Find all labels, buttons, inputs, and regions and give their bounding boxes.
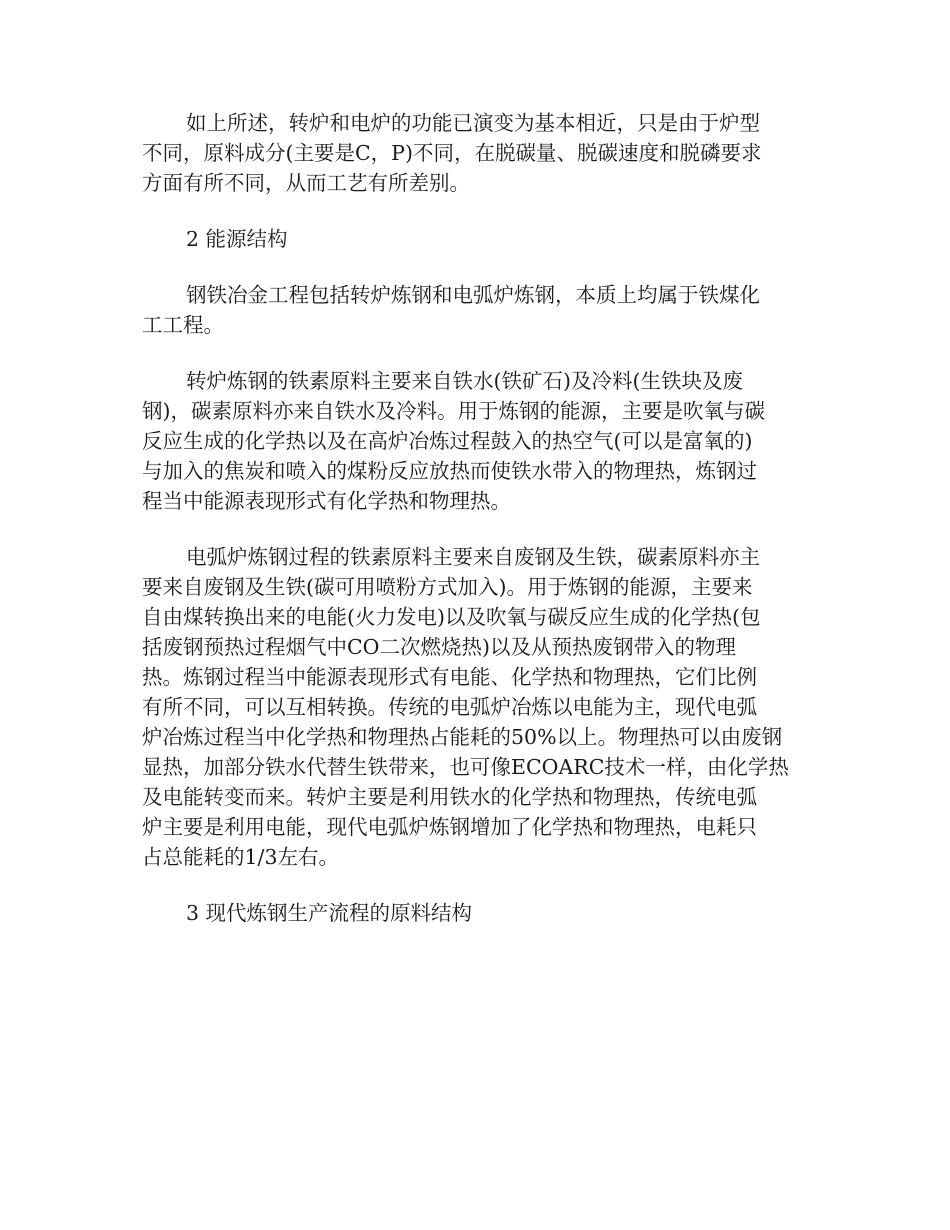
heading-text: 3 现代炼钢生产流程的原料结构 — [186, 901, 473, 925]
text-line: 炉冶炼过程当中化学热和物理热占能耗的50%以上。物理热可以由废钢 — [142, 725, 783, 749]
text-line: 热。炼钢过程当中能源表现形式有电能、化学热和物理热，它们比例 — [142, 665, 757, 689]
text-line: 方面有所不同，从而工艺有所差别。 — [142, 171, 470, 195]
text-line: 炉主要是利用电能，现代电弧炉炼钢增加了化学热和物理热，电耗只 — [142, 815, 757, 839]
paragraph-converter-steelmaking — [142, 366, 812, 516]
text-line: 工工程。 — [142, 313, 224, 337]
heading-text: 2 能源结构 — [186, 227, 288, 251]
section-heading-energy-structure — [142, 224, 812, 254]
text-line: 反应生成的化学热以及在高炉冶炼过程鼓入的热空气(可以是富氧的) — [142, 429, 753, 453]
text-line: 显热，加部分铁水代替生铁带来，也可像ECOARC技术一样，由化学热 — [142, 755, 789, 779]
document-body — [142, 108, 812, 928]
text-line: 不同，原料成分(主要是C，P)不同，在脱碳量、脱碳速度和脱磷要求 — [142, 141, 762, 165]
text-line: 自由煤转换出来的电能(火力发电)以及吹氧与碳反应生成的化学热(包 — [142, 605, 761, 629]
paragraph-electric-arc-furnace — [142, 542, 812, 872]
text-line: 有所不同，可以互相转换。传统的电弧炉冶炼以电能为主，现代电弧 — [142, 695, 757, 719]
section-heading-raw-material-structure — [142, 898, 812, 928]
text-line: 占总能耗的1/3左右。 — [142, 845, 339, 869]
text-line: 要来自废钢及生铁(碳可用喷粉方式加入)。用于炼钢的能源，主要来 — [142, 575, 753, 599]
text-line: 程当中能源表现形式有化学热和物理热。 — [142, 489, 511, 513]
text-line: 钢)，碳素原料亦来自铁水及冷料。用于炼钢的能源，主要是吹氧与碳 — [142, 399, 765, 423]
text-line: 钢铁冶金工程包括转炉炼钢和电弧炉炼钢，本质上均属于铁煤化 — [186, 283, 760, 307]
paragraph-function-comparison — [142, 108, 812, 198]
text-line: 括废钢预热过程烟气中CO二次燃烧热)以及从预热废钢带入的物理 — [142, 635, 736, 659]
text-line: 与加入的焦炭和喷入的煤粉反应放热而使铁水带入的物理热，炼钢过 — [142, 459, 757, 483]
paragraph-metallurgy-engineering — [142, 280, 812, 340]
text-line: 转炉炼钢的铁素原料主要来自铁水(铁矿石)及冷料(生铁块及废 — [186, 369, 743, 393]
text-line: 及电能转变而来。转炉主要是利用铁水的化学热和物理热，传统电弧 — [142, 785, 757, 809]
text-line: 电弧炉炼钢过程的铁素原料主要来自废钢及生铁，碳素原料亦主 — [186, 545, 760, 569]
text-line: 如上所述，转炉和电炉的功能已演变为基本相近，只是由于炉型 — [186, 111, 760, 135]
